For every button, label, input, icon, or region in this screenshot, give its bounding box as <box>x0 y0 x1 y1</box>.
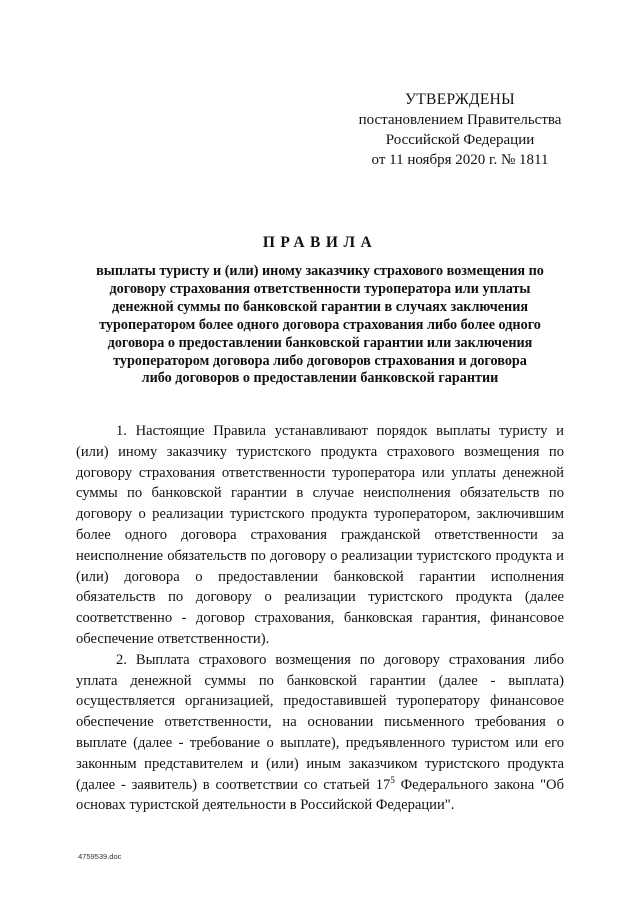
body-text <box>76 421 564 816</box>
paragraph-2-text: 2. Выплата страхового возмещения по договору страхования либо уплата денежной суммы по банковской гарантии (далее - выплата) осуществляется организацией, предоставившей туроператору финансовое обеспечение ответственности, на основании письменного требования о выплате (далее - требование о выплате), предъявленного туристом или его законным представителем и (или) иным заказчиком туристского продукта (далее - заявитель) в соответствии со статьей 17 <box>76 651 564 793</box>
subtitle-line: выплаты туристу и (или) иному заказчику страхового возмещения по <box>96 263 544 279</box>
subtitle-line: договора о предоставлении банковской гарантии или заключения <box>107 334 533 351</box>
approval-line-2: Российской Федерации <box>385 132 535 148</box>
subtitle-line: туроператором более одного договора страхования либо более одного <box>99 316 541 333</box>
paragraph-2 <box>76 650 564 816</box>
paragraph-2-text-end: Федерального закона "Об основах туристской деятельности в Российской Федерации". <box>76 776 564 814</box>
subtitle-line: туроператором договора либо договоров страхования и договора <box>113 352 527 369</box>
document-code: 4759539.doc <box>78 852 122 861</box>
approval-heading: УТВЕРЖДЕНЫ <box>405 91 515 108</box>
subtitle-line: договору страхования ответственности туроператора или уплаты <box>109 280 531 297</box>
rules-title: ПРАВИЛА <box>262 234 378 251</box>
approval-block <box>340 90 580 170</box>
subtitle-line: денежной суммы по банковской гарантии в случаях заключения <box>111 298 529 315</box>
rules-subtitle <box>76 263 564 388</box>
paragraph-1: 1. Настоящие Правила устанавливают порядок выплаты туристу и (или) иному заказчику туристского продукта страхового возмещения по договору страхования ответственности туроператора или уплаты денежной суммы по банковской гарантии в случае неисполнения обязательств по договору о реализации туристского продукта туроператором, заключившим более одного договора страхования гражданской ответственности за неисполнение обязательств по договору о реализации туристского продукта и (или) договора о предоставлении банковской гарантии исполнения обязательств по договору о реализации туристского продукта (далее соответственно - договор страхования, банковская гарантия, финансовое обеспечение ответственности). <box>76 423 564 647</box>
article-superscript: 5 <box>390 774 395 785</box>
approval-line-1: постановлением Правительства <box>358 112 562 128</box>
subtitle-line: либо договоров о предоставлении банковской гарантии <box>141 370 499 387</box>
approval-line-3: от 11 ноября 2020 г. № 1811 <box>371 152 549 168</box>
